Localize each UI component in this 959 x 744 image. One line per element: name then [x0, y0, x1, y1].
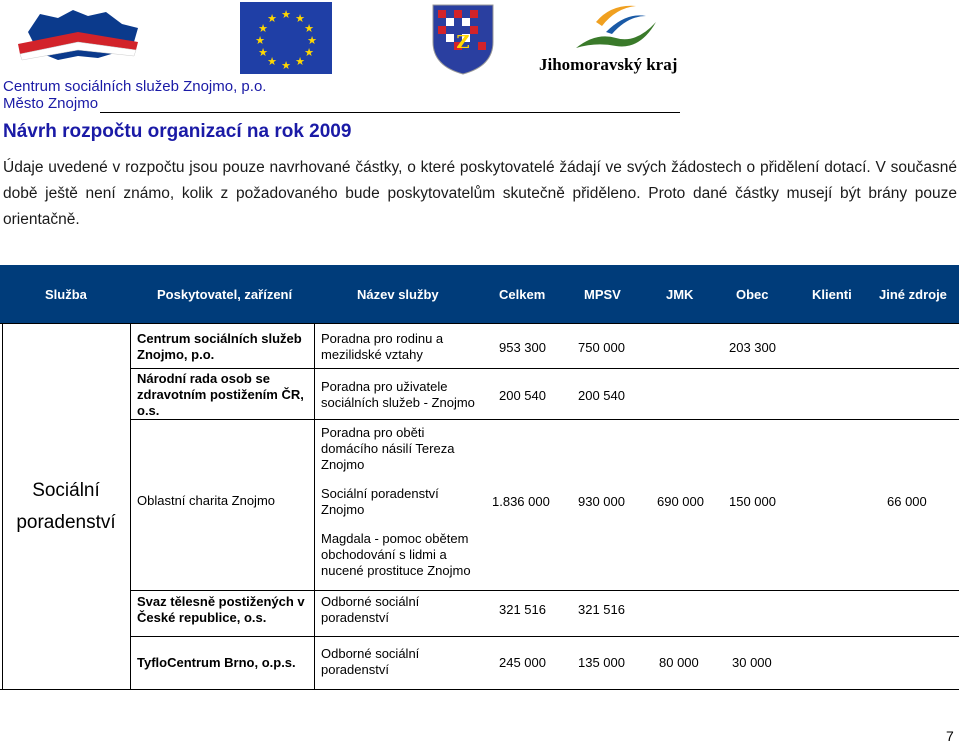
- czech-map-logo: [18, 2, 148, 72]
- svg-text:★: ★: [295, 12, 305, 25]
- svg-text:★: ★: [281, 59, 291, 72]
- row3-jmk: 690 000: [657, 494, 704, 509]
- svg-text:★: ★: [304, 22, 314, 35]
- intro-paragraph: Údaje uvedené v rozpočtu jsou pouze navrhované částky, o které poskytovatelé žádají ve svých žádostech o přidělení dotací. V současné době ještě není známo, kolik z požadovaného bude poskytovatelům skutečně přiděleno. Proto dané částky musejí být brány pouze orientačně.: [3, 159, 957, 228]
- region-logo: [536, 2, 686, 78]
- table-header: [0, 265, 959, 323]
- row-divider-2: [130, 419, 959, 420]
- row1-mpsv: 750 000: [578, 340, 625, 355]
- row3-provider: Oblastní charita Znojmo: [137, 493, 276, 508]
- region-name: Jihomoravský kraj: [539, 55, 678, 74]
- col-celkem: Celkem: [499, 287, 546, 302]
- row5-celkem: 245 000: [499, 655, 546, 670]
- row4-celkem: 321 516: [499, 602, 546, 617]
- service-category: [2, 475, 130, 539]
- row3-service-1: Poradna pro oběti domácího násilí Tereza Znojmo: [321, 425, 455, 472]
- svg-text:★: ★: [255, 34, 265, 47]
- row5-mpsv: 135 000: [578, 655, 625, 670]
- row3-service-3: Magdala - pomoc obětem obchodování s lidmi a nucené prostituce Znojmo: [321, 531, 471, 578]
- row-divider-3: [130, 590, 959, 591]
- row3-obec: 150 000: [729, 494, 776, 509]
- col-divider-service: [130, 323, 131, 690]
- org-name: Centrum sociálních služeb Znojmo, p.o.: [3, 78, 267, 95]
- znojmo-coat-of-arms: [430, 2, 496, 76]
- svg-text:★: ★: [304, 46, 314, 59]
- row3-service-2: Sociální poradenství Znojmo: [321, 486, 439, 517]
- row5-jmk: 80 000: [659, 655, 699, 670]
- service-line-2: poradenství: [16, 512, 116, 533]
- col-jine: Jiné zdroje: [879, 287, 947, 302]
- col-divider-provider: [314, 323, 315, 690]
- svg-text:★: ★: [307, 34, 317, 47]
- row1-obec: 203 300: [729, 340, 776, 355]
- col-obec: Obec: [736, 287, 769, 302]
- row1-celkem: 953 300: [499, 340, 546, 355]
- row1-service: Poradna pro rodinu a mezilidské vztahy: [321, 331, 444, 362]
- table-border-bottom: [0, 689, 959, 690]
- row3-mpsv: 930 000: [578, 494, 625, 509]
- row5-service: Odborné sociální poradenství: [321, 646, 420, 677]
- svg-text:★: ★: [267, 55, 277, 68]
- row5-obec: 30 000: [732, 655, 772, 670]
- page-number: 7: [946, 728, 954, 744]
- page-title: Návrh rozpočtu organizací na rok 2009: [3, 121, 352, 142]
- col-nazev: Název služby: [357, 287, 439, 302]
- col-jmk: JMK: [666, 287, 694, 302]
- row2-mpsv: 200 540: [578, 388, 625, 403]
- col-poskytovatel: Poskytovatel, zařízení: [157, 287, 293, 302]
- header-underline: [100, 112, 680, 113]
- row1-provider: Centrum sociálních služeb Znojmo, p.o.: [137, 331, 302, 362]
- row5-provider: TyfloCentrum Brno, o.p.s.: [137, 655, 296, 670]
- eu-flag-logo: [240, 2, 332, 74]
- row2-provider: Národní rada osob se zdravotním postižením ČR, o.s.: [137, 371, 304, 418]
- row-divider-1: [130, 368, 959, 369]
- row-divider-4: [130, 636, 959, 637]
- row3-celkem: 1.836 000: [492, 494, 550, 509]
- col-sluzba: Služba: [45, 287, 87, 302]
- row4-provider: Svaz tělesně postižených v České republice, o.s.: [137, 594, 305, 625]
- service-line-1: Sociální: [32, 480, 100, 501]
- svg-text:Z: Z: [456, 32, 470, 53]
- row3-jine: 66 000: [887, 494, 927, 509]
- row4-mpsv: 321 516: [578, 602, 625, 617]
- svg-text:★: ★: [267, 12, 277, 25]
- svg-text:★: ★: [295, 55, 305, 68]
- col-mpsv: MPSV: [584, 287, 621, 302]
- row2-celkem: 200 540: [499, 388, 546, 403]
- col-klienti: Klienti: [812, 287, 852, 302]
- svg-text:★: ★: [258, 22, 268, 35]
- city-name: Město Znojmo: [3, 95, 99, 112]
- row2-service: Poradna pro uživatele sociálních služeb - Znojmo: [321, 379, 475, 410]
- svg-text:★: ★: [281, 8, 291, 21]
- svg-text:★: ★: [258, 46, 268, 59]
- table-border-top: [0, 323, 959, 324]
- row4-service: Odborné sociální poradenství: [321, 594, 420, 625]
